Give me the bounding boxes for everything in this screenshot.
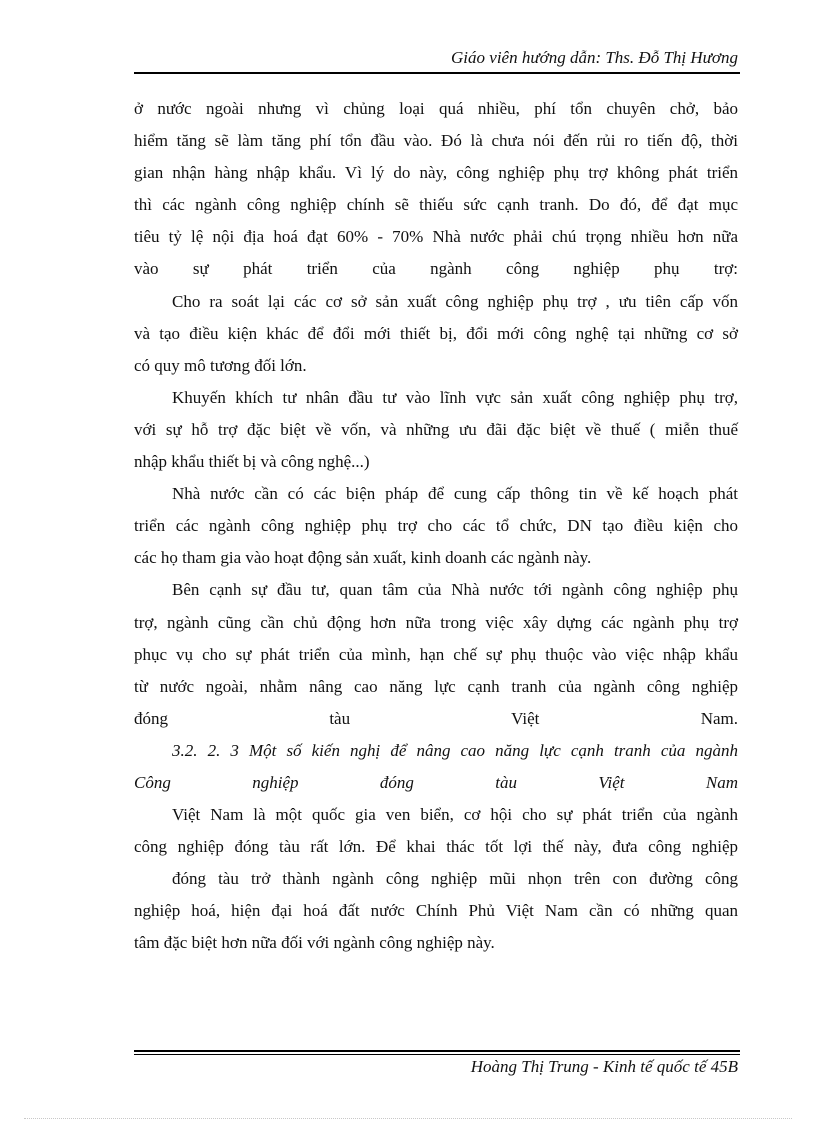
section-heading: 3.2. 2. 3 Một số kiến nghị để nâng cao năng lực cạnh tranh của ngành	[172, 740, 738, 760]
text-line: ở nước ngoài nhưng vì chủng loại quá nhiều, phí tổn chuyên chở, bảo	[134, 99, 738, 118]
page-footer: Hoàng Thị Trung - Kinh tế quốc tế 45B	[470, 1057, 738, 1076]
text-line: trợ, ngành cũng cần chủ động hơn nữa trong việc xây dựng các ngành phụ trợ	[134, 612, 738, 632]
text-line: vào sự phát triển của ngành công nghiệp phụ trợ:	[134, 259, 738, 279]
text-line: Nhà nước cần có các biện pháp để cung cấp thông tin về kế hoạch phát	[172, 484, 738, 504]
page-boundary	[24, 1118, 792, 1119]
section-heading: Công nghiệp đóng tàu Việt Nam	[134, 772, 738, 792]
text-line: tâm đặc biệt hơn nữa đối với ngành công nghiệp này.	[134, 933, 495, 953]
text-line: từ nước ngoài, nhằm nâng cao năng lực cạnh tranh của ngành công nghiệp	[134, 676, 738, 696]
text-line: gian nhận hàng nhập khẩu. Vì lý do này, công nghiệp phụ trợ không phát triển	[134, 163, 738, 183]
footer-rule-thin	[134, 1054, 740, 1055]
header-rule	[134, 72, 740, 74]
text-line: Bên cạnh sự đầu tư, quan tâm của Nhà nước tới ngành công nghiệp phụ	[172, 580, 738, 600]
page-header: Giáo viên hướng dẫn: Ths. Đỗ Thị Hương	[451, 48, 738, 67]
text-line: nghiệp hoá, hiện đại hoá đất nước Chính Phủ Việt Nam cần có những quan	[134, 901, 738, 921]
text-line: và tạo điều kiện khác để đổi mới thiết bị, đổi mới công nghệ tại những cơ sở	[134, 323, 738, 343]
text-line: triển các ngành công nghiệp phụ trợ cho các tổ chức, DN tạo điều kiện cho	[134, 516, 738, 536]
text-line: thì các ngành công nghiệp chính sẽ thiếu sức cạnh tranh. Do đó, để đạt mục	[134, 195, 738, 215]
text-line: phục vụ cho sự phát triển của mình, hạn chế sự phụ thuộc vào việc nhập khẩu	[134, 644, 738, 664]
text-line: Khuyến khích tư nhân đầu tư vào lĩnh vực sản xuất công nghiệp phụ trợ,	[172, 387, 738, 407]
text-line: tiêu tỷ lệ nội địa hoá đạt 60% - 70% Nhà nước phải chú trọng nhiều hơn nữa	[134, 227, 738, 247]
document-body	[134, 93, 738, 960]
text-line: Cho ra soát lại các cơ sở sản xuất công nghiệp phụ trợ , ưu tiên cấp vốn	[172, 291, 738, 311]
footer-rule	[134, 1050, 740, 1052]
text-line: có quy mô tương đối lớn.	[134, 355, 307, 375]
text-line: hiểm tăng sẽ làm tăng phí tổn đầu vào. Đó là chưa nói đến rủi ro tiến độ, thời	[134, 131, 738, 151]
text-line: đóng tàu trở thành ngành công nghiệp mũi nhọn trên con đường công	[172, 869, 738, 889]
text-line: các họ tham gia vào hoạt động sản xuất, kinh doanh các ngành này.	[134, 548, 592, 568]
text-line: Việt Nam là một quốc gia ven biển, cơ hội cho sự phát triển của ngành	[172, 805, 738, 825]
text-line: công nghiệp đóng tàu rất lớn. Để khai thác tốt lợi thế này, đưa công nghiệp	[134, 837, 738, 857]
text-line: với sự hỗ trợ đặc biệt về vốn, và những ưu đãi đặc biệt về thuế ( miễn thuế	[134, 419, 738, 439]
text-line: nhập khẩu thiết bị và công nghệ...)	[134, 452, 370, 472]
text-line: đóng tàu Việt Nam.	[134, 708, 738, 728]
